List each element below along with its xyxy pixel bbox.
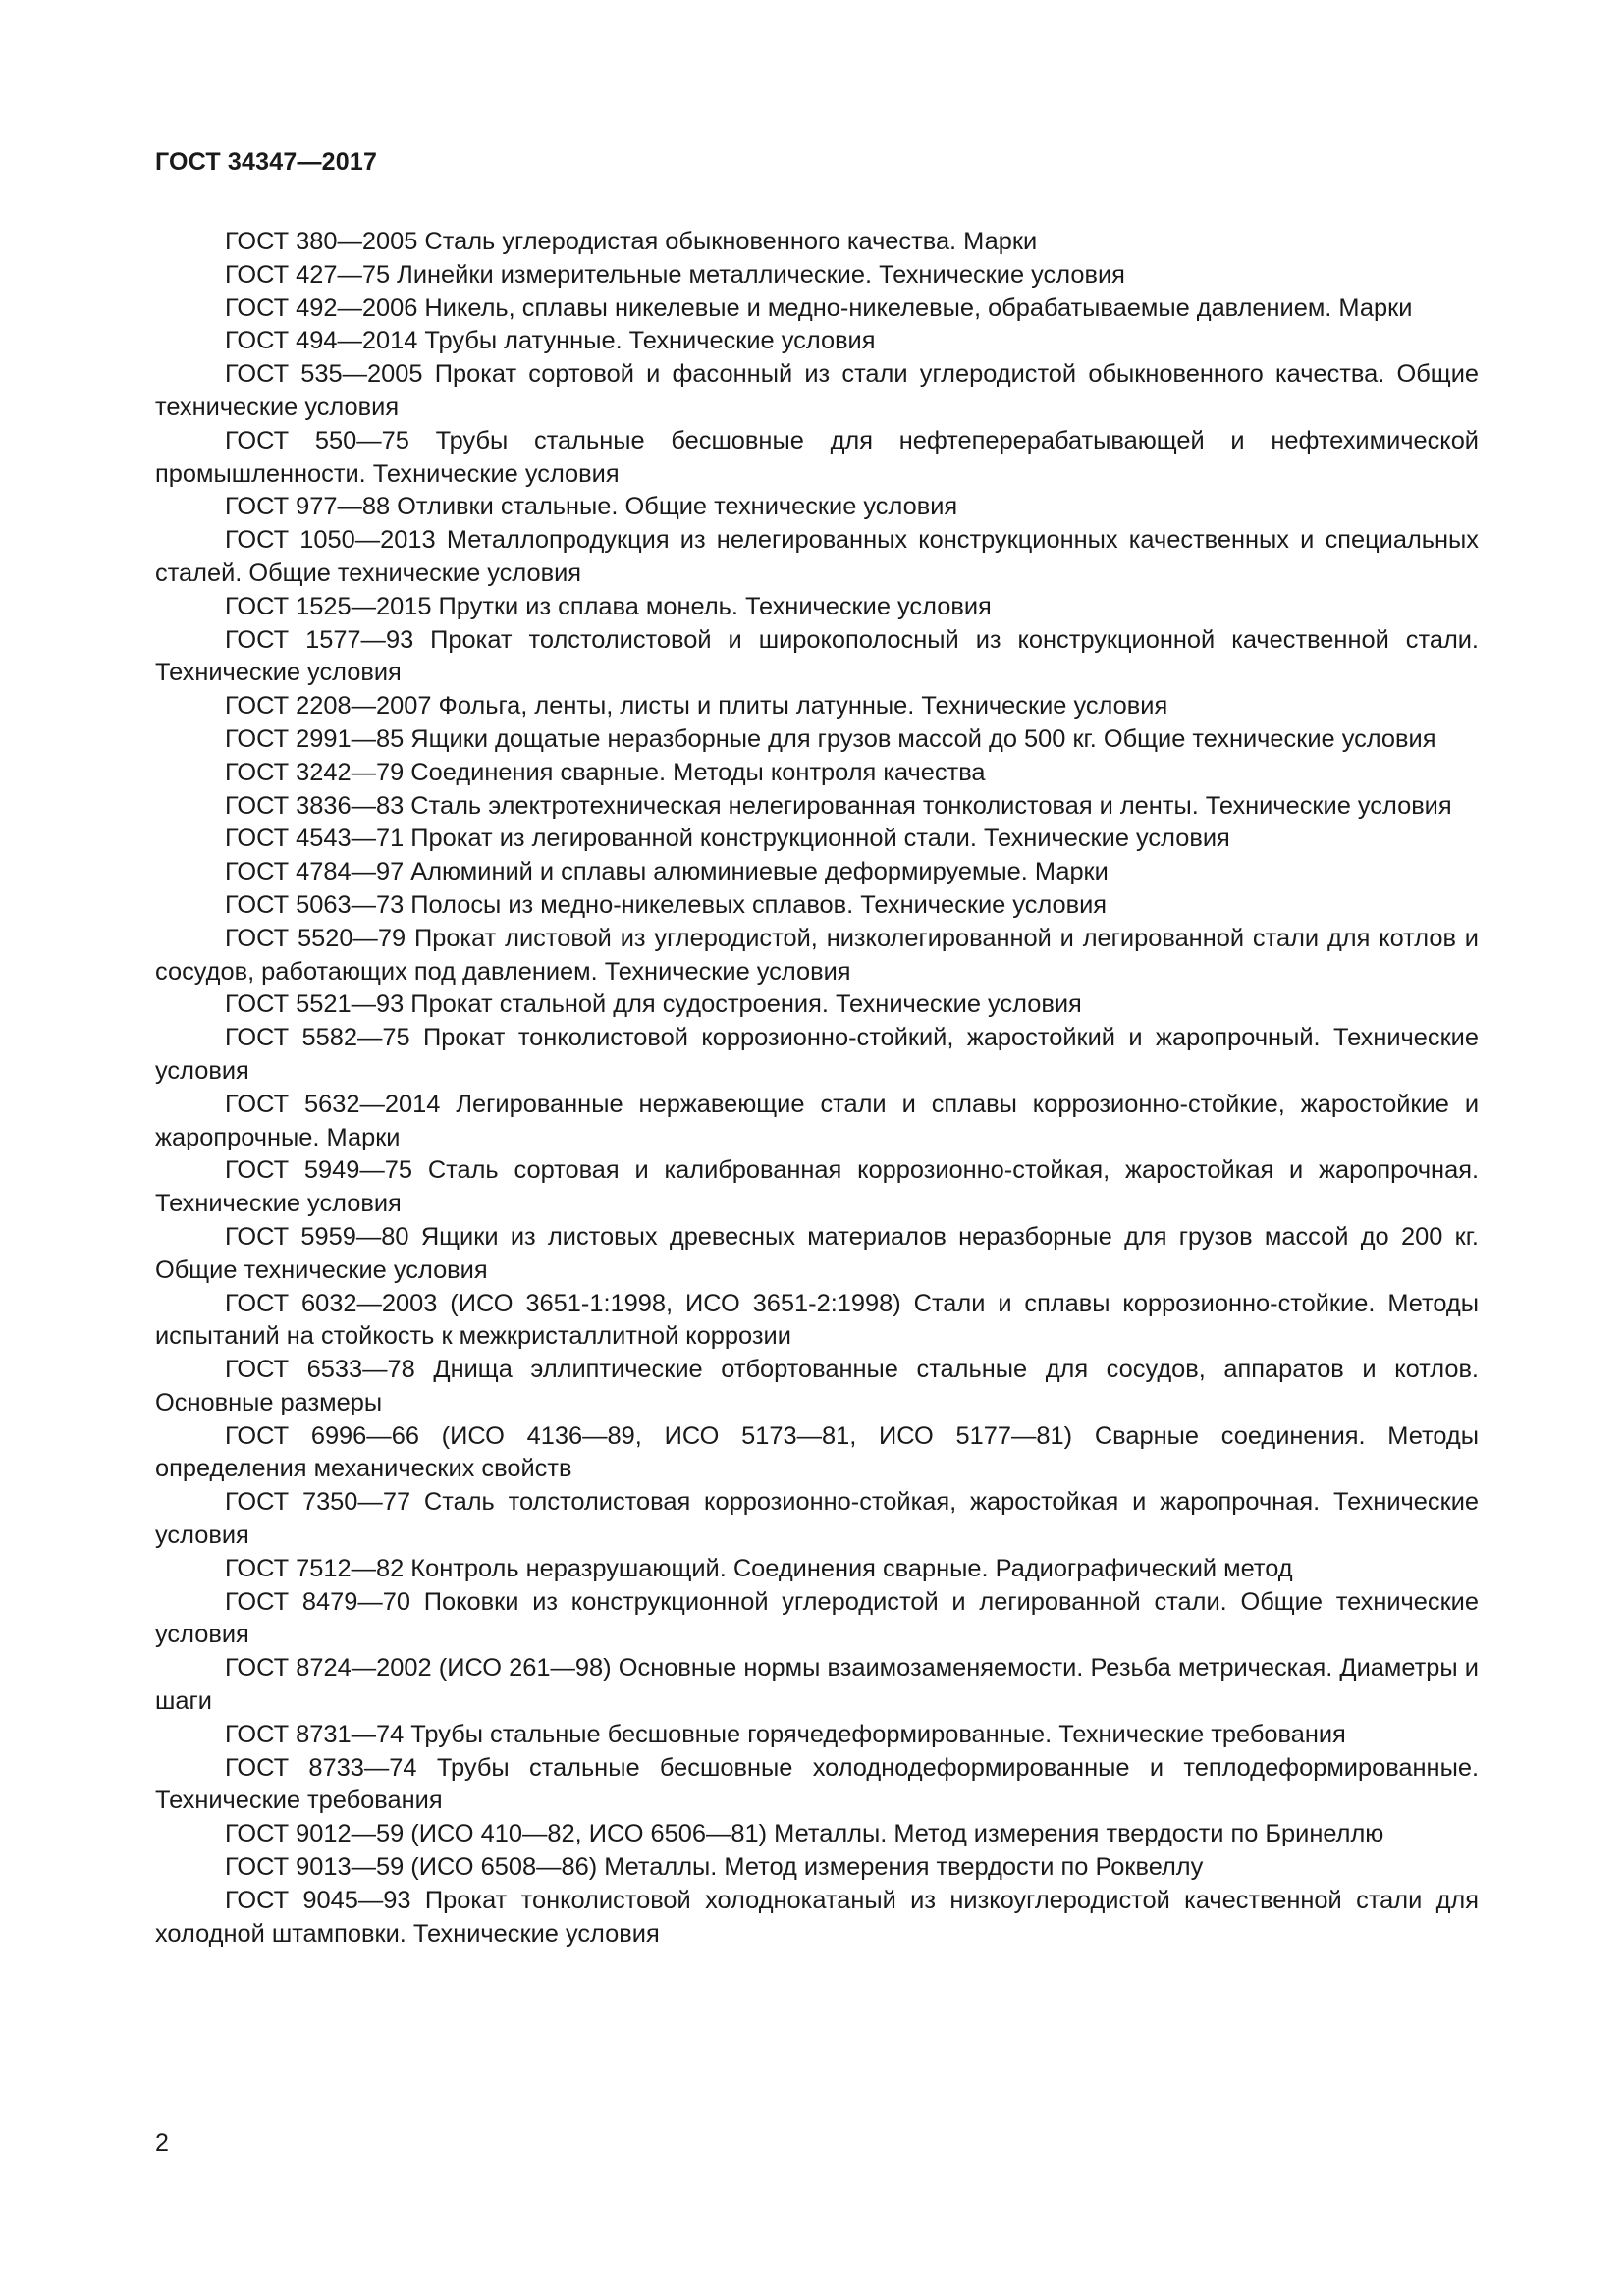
reference-item: ГОСТ 4784—97 Алюминий и сплавы алюминиевые деформируемые. Марки	[225, 858, 1109, 886]
reference-item: ГОСТ 8733—74 Трубы стальные бесшовные холоднодеформированные и теплодеформированные. Технические требования	[155, 1753, 1479, 1815]
reference-item: ГОСТ 5582—75 Прокат тонколистовой коррозионно-стойкий, жаростойкий и жаропрочный. Технические условия	[155, 1024, 1479, 1085]
page-number: 2	[155, 2129, 169, 2157]
normative-references-list	[155, 226, 1479, 1950]
reference-item: ГОСТ 4543—71 Прокат из легированной конструкционной стали. Технические условия	[225, 825, 1230, 853]
document-header: ГОСТ 34347—2017	[155, 148, 378, 176]
reference-item: ГОСТ 7350—77 Сталь толстолистовая коррозионно-стойкая, жаростойкая и жаропрочная. Технические условия	[155, 1488, 1479, 1550]
reference-item: ГОСТ 550—75 Трубы стальные бесшовные для нефтеперерабатывающей и нефтехимической промышленности. Технические условия	[155, 426, 1479, 488]
reference-item: ГОСТ 494—2014 Трубы латунные. Технические условия	[225, 327, 876, 355]
reference-item: ГОСТ 5959—80 Ящики из листовых древесных материалов неразборные для грузов массой до 200 кг. Общие технические условия	[155, 1222, 1479, 1284]
reference-item: ГОСТ 9045—93 Прокат тонколистовой холоднокатаный из низкоуглеродистой качественной стали для холодной штамповки. Технические условия	[155, 1886, 1479, 1948]
reference-item: ГОСТ 6996—66 (ИСО 4136—89, ИСО 5173—81, ИСО 5177—81) Сварные соединения. Методы определения механических свойств	[155, 1421, 1479, 1483]
reference-item: ГОСТ 3242—79 Соединения сварные. Методы контроля качества	[225, 758, 986, 786]
reference-item: ГОСТ 1577—93 Прокат толстолистовой и широкополосный из конструкционной качественной стали. Технические условия	[155, 625, 1479, 687]
reference-item: ГОСТ 5520—79 Прокат листовой из углеродистой, низколегированной и легированной стали для котлов и сосудов, работающих под давлением. Технические условия	[155, 924, 1479, 986]
reference-item: ГОСТ 492—2006 Никель, сплавы никелевые и медно-никелевые, обрабатываемые давлением. Марки	[225, 294, 1413, 322]
reference-item: ГОСТ 5632—2014 Легированные нержавеющие стали и сплавы коррозионно-стойкие, жаростойкие и жаропрочные. Марки	[155, 1090, 1479, 1151]
reference-item: ГОСТ 1525—2015 Прутки из сплава монель. Технические условия	[225, 592, 992, 620]
reference-item: ГОСТ 1050—2013 Металлопродукция из нелегированных конструкционных качественных и специальных сталей. Общие технические условия	[155, 526, 1479, 587]
reference-item: ГОСТ 6533—78 Днища эллиптические отбортованные стальные для сосудов, аппаратов и котлов. Основные размеры	[155, 1356, 1479, 1416]
reference-item: ГОСТ 2208—2007 Фольга, ленты, листы и плиты латунные. Технические условия	[225, 692, 1168, 721]
reference-item: ГОСТ 427—75 Линейки измерительные металлические. Технические условия	[225, 260, 1125, 289]
reference-item: ГОСТ 3836—83 Сталь электротехническая нелегированная тонколистовая и ленты. Технические условия	[225, 791, 1452, 820]
reference-item: ГОСТ 977—88 Отливки стальные. Общие технические условия	[225, 493, 958, 521]
reference-item: ГОСТ 5521—93 Прокат стальной для судостроения. Технические условия	[225, 990, 1082, 1019]
reference-item: ГОСТ 5949—75 Сталь сортовая и калиброванная коррозионно-стойкая, жаростойкая и жаропрочная. Технические условия	[155, 1156, 1479, 1218]
reference-item: ГОСТ 9012—59 (ИСО 410—82, ИСО 6506—81) Металлы. Метод измерения твердости по Бринеллю	[225, 1820, 1384, 1848]
reference-item: ГОСТ 535—2005 Прокат сортовой и фасонный из стали углеродистой обыкновенного качества. Общие технические условия	[155, 360, 1479, 421]
reference-item: ГОСТ 2991—85 Ящики дощатые неразборные для грузов массой до 500 кг. Общие технические условия	[225, 724, 1436, 753]
reference-item: ГОСТ 5063—73 Полосы из медно-никелевых сплавов. Технические условия	[225, 890, 1108, 919]
reference-item: ГОСТ 8724—2002 (ИСО 261—98) Основные нормы взаимозаменяемости. Резьба метрическая. Диаметры и шаги	[155, 1654, 1479, 1716]
reference-item: ГОСТ 6032—2003 (ИСО 3651-1:1998, ИСО 3651-2:1998) Стали и сплавы коррозионно-стойкие. Методы испытаний на стойкость к межкристаллитной коррозии	[155, 1289, 1479, 1351]
reference-item: ГОСТ 380—2005 Сталь углеродистая обыкновенного качества. Марки	[225, 228, 1038, 255]
reference-item: ГОСТ 8479—70 Поковки из конструкционной углеродистой и легированной стали. Общие технические условия	[155, 1587, 1479, 1649]
reference-item: ГОСТ 8731—74 Трубы стальные бесшовные горячедеформированные. Технические требования	[225, 1720, 1346, 1748]
reference-item: ГОСТ 9013—59 (ИСО 6508—86) Металлы. Метод измерения твердости по Роквеллу	[225, 1853, 1204, 1882]
reference-item: ГОСТ 7512—82 Контроль неразрушающий. Соединения сварные. Радиографический метод	[225, 1554, 1293, 1582]
